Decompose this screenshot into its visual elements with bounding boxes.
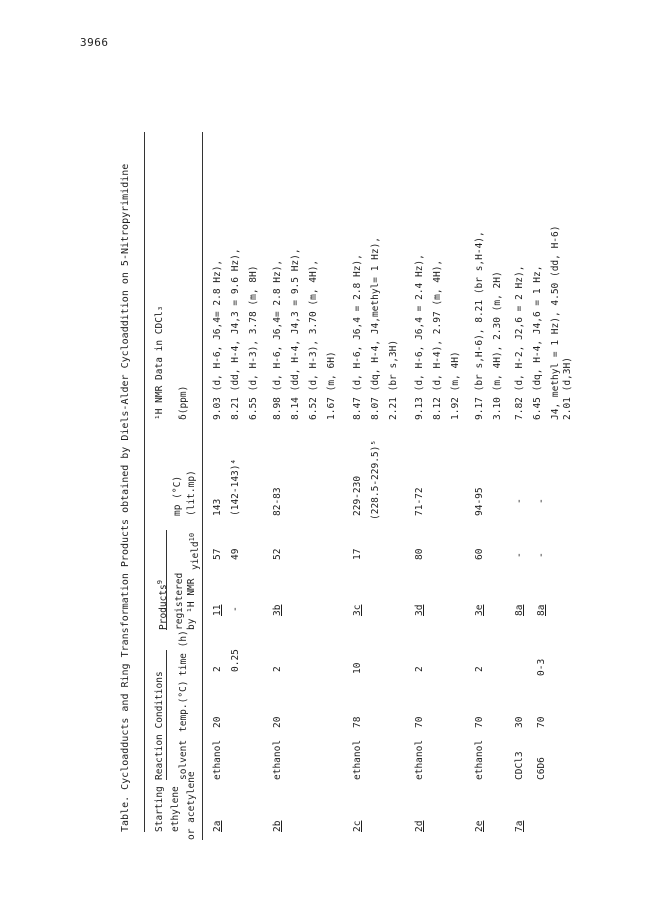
row-2e-time: 2 [474, 666, 485, 672]
header-acetylene: or acetylene [186, 771, 197, 840]
row-2d-mp: 71-72 [414, 487, 425, 516]
row-2b-start: 2b [272, 820, 283, 832]
row-2d-solvent: ethanol [414, 739, 425, 780]
row-2a2-time: 0.25 [230, 649, 241, 672]
row-2d-yield: 80 [414, 548, 425, 560]
row-2a-product: 11 [212, 604, 223, 616]
row-2b-nmr-3: 6.52 (d, H-3), 3.70 (m, 4H), [308, 259, 319, 420]
header-registered: registered [174, 572, 185, 630]
row-7a2-solvent: C6D6 [536, 757, 547, 780]
row-2b-nmr-2: 8.14 (dd, H-4, J4,3 = 9.5 Hz), [290, 248, 301, 420]
row-7a2-product: 8a [536, 604, 547, 616]
row-2b-product: 3b [272, 604, 283, 616]
rotated-table [118, 120, 573, 840]
row-2d-product: 3d [414, 604, 425, 616]
row-2d-time: 2 [414, 666, 425, 672]
row-7a-temp: 30 [514, 716, 525, 728]
row-7a2-time: 0-3 [536, 658, 547, 676]
row-7a-solvent: CDCl3 [514, 751, 525, 780]
row-2c-nmr-3: 2.21 (br s,3H) [388, 339, 399, 420]
table-caption: Table. Cycloadducts and Ring Transformation Products obtained by Diels-Alder Cycloaddition on 5-Nitropyrimidine [120, 163, 131, 832]
header-solvent: solvent [178, 739, 189, 780]
row-2b-nmr-1: 8.98 (d, H-6, J6,4= 2.8 Hz), [272, 259, 283, 420]
row-2a2-product: - [230, 606, 241, 612]
row-2a2-yield: 49 [230, 548, 241, 560]
products-rule [166, 530, 167, 630]
row-2d-nmr-1: 9.13 (d, H-6, J6,4 = 2.4 Hz), [414, 254, 425, 420]
row-7a-product: 8a [514, 604, 525, 616]
row-2c-mp: 229-230 [352, 475, 363, 516]
row-7a-nmr-4: 2.01 (d,3H) [562, 357, 573, 420]
row-2c-solvent: ethanol [352, 739, 363, 780]
row-7a2-temp: 70 [536, 716, 547, 728]
row-2a-mp: 143 [212, 498, 223, 516]
row-2b-mp: 82-83 [272, 487, 283, 516]
header-rule [202, 132, 203, 840]
row-2c-start: 2c [352, 820, 363, 832]
row-2b-time: 2 [272, 666, 283, 672]
header-delta: δ(ppm) [178, 385, 189, 420]
row-2c-temp: 78 [352, 716, 363, 728]
row-2e-nmr-1: 9.17 (br s,H-6), 8.21 (br s,H-4), [474, 231, 485, 420]
row-2d-start: 2d [414, 820, 425, 832]
row-2c-product: 3c [352, 604, 363, 616]
row-2c-time: 10 [352, 662, 363, 674]
row-2a-nmr-1: 9.03 (d, H-6, J6,4= 2.8 Hz), [212, 259, 223, 420]
row-2e-temp: 70 [474, 716, 485, 728]
row-2e-nmr-2: 3.10 (m, 4H), 2.30 (m, 2H) [492, 271, 503, 420]
row-7a-mp: - [514, 498, 525, 504]
header-ethylene: ethylene [170, 786, 181, 832]
page-number: 3966 [80, 36, 109, 49]
row-2c-nmr-2: 8.07 (dq, H-4, J4,methyl= 1 Hz), [370, 236, 381, 420]
row-2e-solvent: ethanol [474, 739, 485, 780]
row-2b-solvent: ethanol [272, 739, 283, 780]
row-2a-temp: 20 [212, 716, 223, 728]
header-reaction-conditions: Reaction Conditions [154, 671, 165, 780]
row-7a-nmr-3: J4, methyl = 1 Hz), 4.50 (dd, H-6) [550, 225, 561, 420]
row-2e-start: 2e [474, 820, 485, 832]
top-rule [144, 132, 145, 832]
row-2a-solvent: ethanol [212, 739, 223, 780]
header-by-nmr: by ¹H NMR [186, 578, 197, 630]
row-7a2-mp: - [536, 498, 547, 504]
header-time: time (h) [178, 630, 189, 676]
row-2e-mp: 94-95 [474, 487, 485, 516]
row-7a-yield: - [514, 552, 525, 558]
row-2d-nmr-2: 8.12 (d, H-4), 2.97 (m, 4H), [432, 259, 443, 420]
row-2a2-mp: (142-143)⁴ [230, 458, 241, 516]
row-2b-nmr-4: 1.67 (m, 6H) [326, 351, 337, 420]
header-temp: temp.(°C) [178, 680, 189, 732]
row-2c-mp-lit: (228.5-229.5)⁵ [370, 439, 381, 520]
row-7a-start: 7a [514, 820, 525, 832]
rc-rule [166, 650, 167, 780]
row-2c-yield: 17 [352, 548, 363, 560]
row-2a-time: 2 [212, 666, 223, 672]
row-2a-yield: 57 [212, 548, 223, 560]
header-mp: mp (°C) [172, 475, 183, 516]
row-7a-nmr-1: 7.82 (d, H-2, J2,6 = 2 Hz), [514, 265, 525, 420]
row-2e-product: 3e [474, 604, 485, 616]
row-7a2-yield: - [536, 552, 547, 558]
header-products: Products$^9$ [156, 580, 170, 630]
row-2c-nmr-1: 8.47 (d, H-6, J6,4 = 2.8 Hz), [352, 254, 363, 420]
row-2e-yield: 60 [474, 548, 485, 560]
header-starting: Starting [154, 786, 165, 832]
row-2a-start: 2a [212, 820, 223, 832]
row-2a-nmr-3: 6.55 (d, H-3), 3.78 (m, 8H) [248, 265, 259, 420]
row-2d-temp: 70 [414, 716, 425, 728]
row-2b-yield: 52 [272, 548, 283, 560]
header-mp-lit: (lit.mp) [186, 470, 197, 516]
row-7a-nmr-2: 6.45 (dq, H-4, J4,6 = 1 Hz, [532, 265, 543, 420]
row-2a-nmr-2: 8.21 (dd, H-4, J4,3 = 9.6 Hz), [230, 248, 241, 420]
header-nmr-title: ¹H NMR Data in CDCl₃ [154, 305, 165, 420]
row-2d-nmr-3: 1.92 (m, 4H) [450, 351, 461, 420]
row-2b-temp: 20 [272, 716, 283, 728]
header-yield: yield$^{10}$ [188, 532, 202, 570]
